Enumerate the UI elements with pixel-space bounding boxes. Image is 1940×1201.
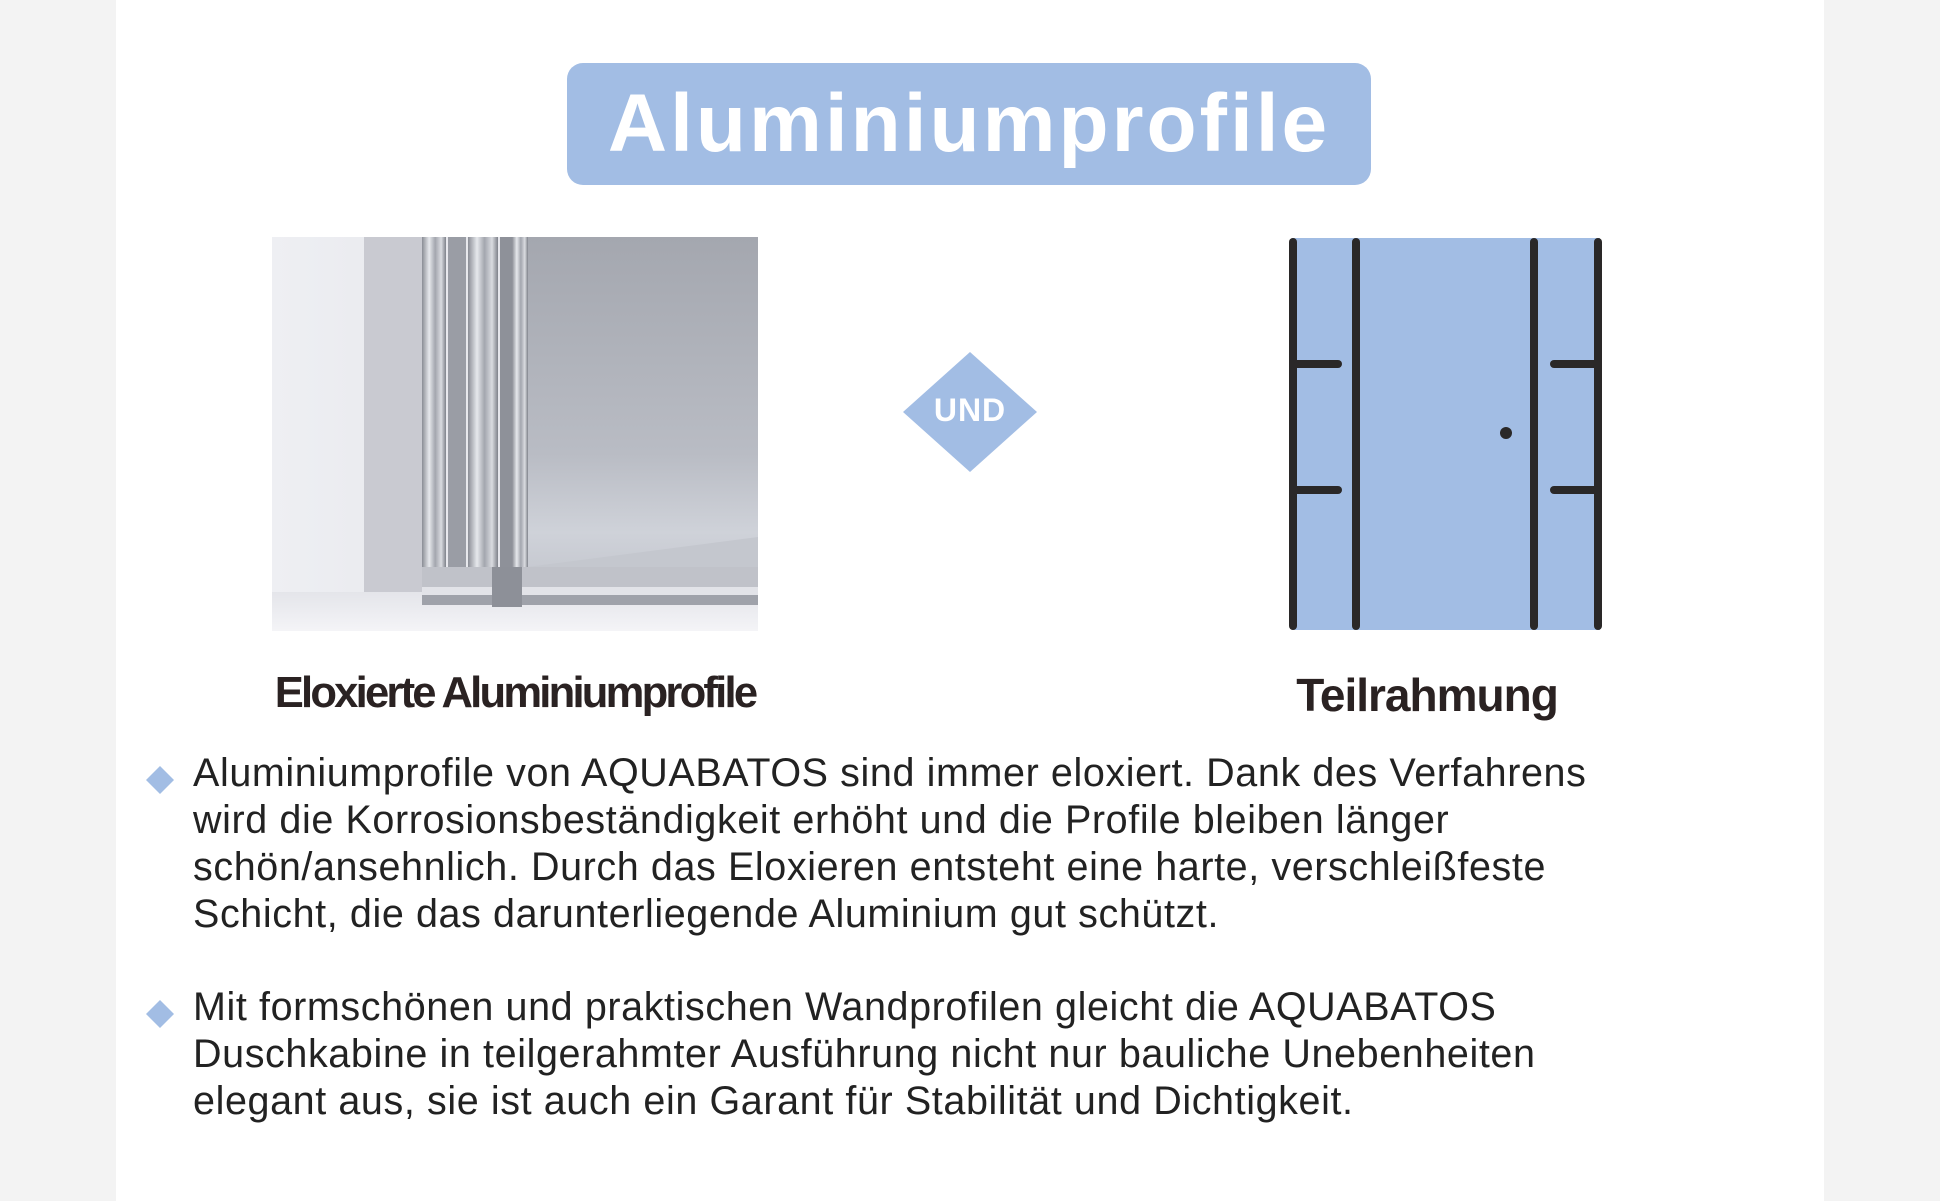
page-title: Aluminiumprofile: [567, 63, 1371, 185]
caption-partial-frame: Teilrahmung: [1296, 669, 1558, 721]
bullet-diamond-icon: [146, 766, 174, 794]
paragraph-line: wird die Korrosionsbeständigkeit erhöht und die Profile bleiben länger: [193, 798, 1450, 842]
paragraph-line: elegant aus, sie ist auch ein Garant für Stabilität und Dichtigkeit.: [193, 1079, 1354, 1123]
paragraph-line: Aluminiumprofile von AQUABATOS sind immer eloxiert. Dank des Verfahrens: [193, 751, 1587, 795]
aluminium-profile-photo: [272, 237, 758, 631]
paragraph-line: Mit formschönen und praktischen Wandprofilen gleicht die AQUABATOS: [193, 985, 1497, 1029]
paragraph-line: Duschkabine in teilgerahmter Ausführung nicht nur bauliche Unebenheiten: [193, 1032, 1536, 1076]
partial-frame-diagram: [1286, 236, 1606, 632]
paragraph-text: [193, 984, 1783, 1125]
caption-anodized-profiles: Eloxierte Aluminiumprofile: [274, 668, 756, 717]
paragraph-line: Schicht, die das darunterliegende Aluminium gut schützt.: [193, 892, 1220, 936]
und-label: UND: [933, 392, 1007, 428]
bullet-diamond-icon: [146, 1000, 174, 1028]
door-handle-icon: [1500, 427, 1512, 439]
paragraph-line: schön/ansehnlich. Durch das Eloxieren entsteht eine harte, verschleißfeste: [193, 845, 1547, 889]
paragraph-text: [193, 750, 1783, 938]
